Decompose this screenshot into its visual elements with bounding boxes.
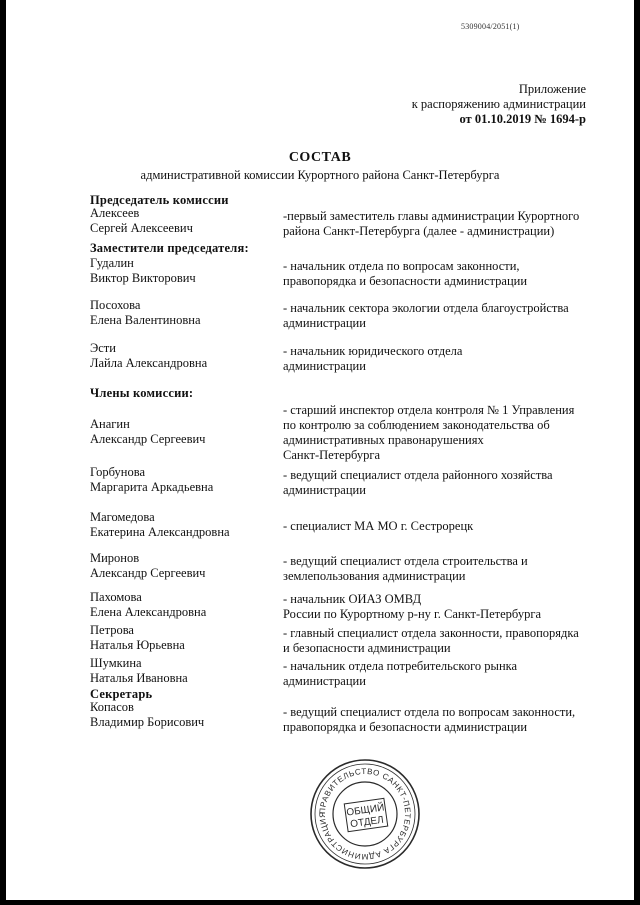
section-secretary: Секретарь xyxy=(90,687,153,701)
member-name: Пахомова Елена Александровна xyxy=(90,590,207,619)
document-title xyxy=(0,150,640,183)
member-name: Миронов Александр Сергеевич xyxy=(90,551,206,580)
member-name: Гудалин Виктор Викторович xyxy=(90,256,196,285)
title-heading: СОСТАВ xyxy=(288,150,352,165)
member-role: -первый заместитель главы администрации Курортного района Санкт-Петербурга (далее - администрации) xyxy=(283,209,580,238)
stamp-ring-text: ПРАВИТЕЛЬСТВО САНКТ-ПЕТЕРБУРГА АДМИНИСТРАЦИЯ xyxy=(317,766,413,862)
member-role: - начальник отдела потребительского рынка администрации xyxy=(283,659,518,688)
member-name: Горбунова Маргарита Аркадьевна xyxy=(90,465,214,494)
member-role: - начальник сектора экологии отдела благоустройства администрации xyxy=(283,301,569,330)
official-stamp xyxy=(308,757,422,871)
member-role: - начальник юридического отдела администрации xyxy=(283,344,463,373)
member-role: - ведущий специалист отдела строительства и землепользования администрации xyxy=(283,554,528,583)
member-name: Эсти Лайла Александровна xyxy=(90,341,208,370)
member-name: Магомедова Екатерина Александровна xyxy=(90,510,230,539)
scan-border-bottom xyxy=(0,900,640,905)
appendix-block xyxy=(412,82,586,127)
member-role: - ведущий специалист отдела районного хозяйства администрации xyxy=(283,468,553,497)
member-role: - начальник отдела по вопросам законности, правопорядка и безопасности администрации xyxy=(283,259,528,288)
document-number: 5309004/2051(1) xyxy=(461,22,520,31)
member-role: - начальник ОИАЗ ОМВД России по Курортному р-ну г. Санкт-Петербурга xyxy=(283,592,541,621)
section-members: Члены комиссии: xyxy=(90,386,194,400)
member-role: - ведущий специалист отдела по вопросам законности, правопорядка и безопасности администрации xyxy=(283,705,576,734)
scan-border-right xyxy=(634,0,640,905)
member-role: - главный специалист отдела законности, правопорядка и безопасности администрации xyxy=(283,626,579,655)
appendix-line-2: к распоряжению администрации xyxy=(411,97,586,111)
member-name: Алексеев Сергей Алексеевич xyxy=(90,206,193,235)
member-name: Посохова Елена Валентиновна xyxy=(90,298,201,327)
stamp-line-2: ОТДЕЛ xyxy=(349,814,385,831)
scan-border-left xyxy=(0,0,6,905)
member-name: Петрова Наталья Юрьевна xyxy=(90,623,185,652)
stamp-line-1: ОБЩИЙ xyxy=(345,802,386,819)
title-subtitle: административной комиссии Курортного района Санкт-Петербурга xyxy=(140,168,500,182)
member-name: Копасов Владимир Борисович xyxy=(90,700,205,729)
member-name: Анагин Александр Сергеевич xyxy=(90,417,206,446)
member-name: Шумкина Наталья Ивановна xyxy=(90,656,188,685)
member-role: - старший инспектор отдела контроля № 1 Управления по контролю за соблюдением законодательства об административных правонарушениях Санкт-Петербурга xyxy=(283,403,575,462)
appendix-line-1: Приложение xyxy=(518,82,586,96)
stamp-seal-icon xyxy=(308,757,422,871)
section-deputies: Заместители председателя: xyxy=(90,241,249,255)
section-chairman: Председатель комиссии xyxy=(90,193,229,207)
appendix-date-number: от 01.10.2019 № 1694-р xyxy=(459,112,586,126)
member-role: - специалист МА МО г. Сестрорецк xyxy=(283,519,474,533)
